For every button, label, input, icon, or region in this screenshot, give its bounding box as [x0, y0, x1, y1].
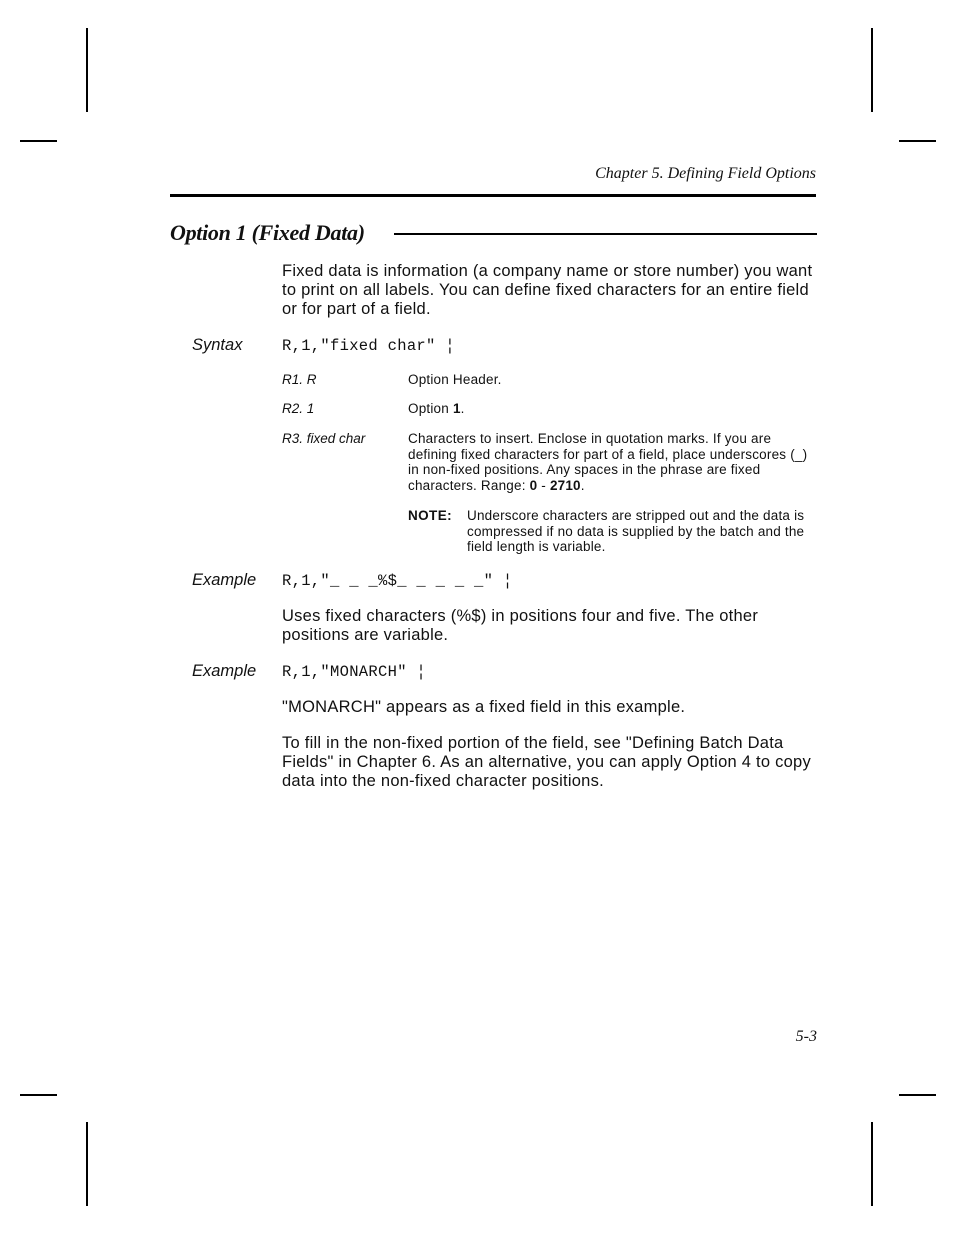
param-desc — [408, 431, 813, 493]
note-label: NOTE: — [408, 508, 452, 523]
crop-mark-top-left-horizontal — [20, 140, 57, 142]
param-desc: Option Header. — [408, 372, 502, 387]
example-label: Example — [192, 571, 257, 589]
section-heading: Option 1 (Fixed Data) — [170, 220, 365, 245]
crop-mark-bottom-right-vertical — [871, 1122, 873, 1206]
example-paragraph: Uses fixed characters (%$) in positions four and five. The other positions are variable. — [282, 607, 759, 644]
example-code: R,1,"MONARCH" ¦ — [282, 663, 427, 681]
param-desc-text: . — [580, 477, 585, 493]
heading-rule — [394, 233, 817, 235]
example-paragraph: "MONARCH" appears as a fixed field in this example. — [282, 698, 686, 716]
range-high: 2710 — [549, 477, 581, 493]
param-term: R2. 1 — [282, 401, 315, 416]
syntax-label: Syntax — [192, 336, 243, 354]
intro-paragraph: Fixed data is information (a company name or store number) you want to print on all labels. You can define fixed characters for an entire field or for part of a field. — [282, 262, 813, 318]
note-text: Underscore characters are stripped out and the data is compressed if no data is supplied by the batch and the field length is variable. — [467, 508, 805, 554]
crop-mark-bottom-right-horizontal — [899, 1094, 936, 1096]
page-number: 5-3 — [795, 1028, 817, 1045]
range-low: 0 — [529, 477, 538, 493]
param-desc-text: . — [460, 401, 465, 416]
param-desc — [408, 401, 813, 417]
param-desc-text: Characters to insert. Enclose in quotation marks. If you are defining fixed characters for part of a field, place underscores (_) in non-fixed positions. Any spaces in the phrase are fixed characters. Range: — [408, 431, 808, 493]
param-desc-text: Option — [408, 401, 453, 416]
crop-mark-top-left-vertical — [86, 28, 88, 112]
param-term: R1. R — [282, 372, 317, 387]
example-label: Example — [192, 662, 257, 680]
header-rule — [170, 194, 816, 197]
closing-paragraph: To fill in the non-fixed portion of the field, see "Defining Batch Data Fields" in Chapter 6. As an alternative, you can apply Option 4 to copy data into the non-fixed character positions. — [282, 734, 811, 790]
example-code: R,1,"_ _ _%$_ _ _ _ _" ¦ — [282, 572, 513, 590]
running-head: Chapter 5. Defining Field Options — [595, 165, 816, 182]
range-separator: - — [537, 477, 550, 493]
crop-mark-bottom-left-horizontal — [20, 1094, 57, 1096]
param-term: R3. fixed char — [282, 431, 366, 446]
crop-mark-top-right-horizontal — [899, 140, 936, 142]
crop-mark-top-right-vertical — [871, 28, 873, 112]
crop-mark-bottom-left-vertical — [86, 1122, 88, 1206]
syntax-code: R,1,"fixed char" ¦ — [282, 337, 455, 355]
option-number: 1 — [452, 401, 461, 416]
